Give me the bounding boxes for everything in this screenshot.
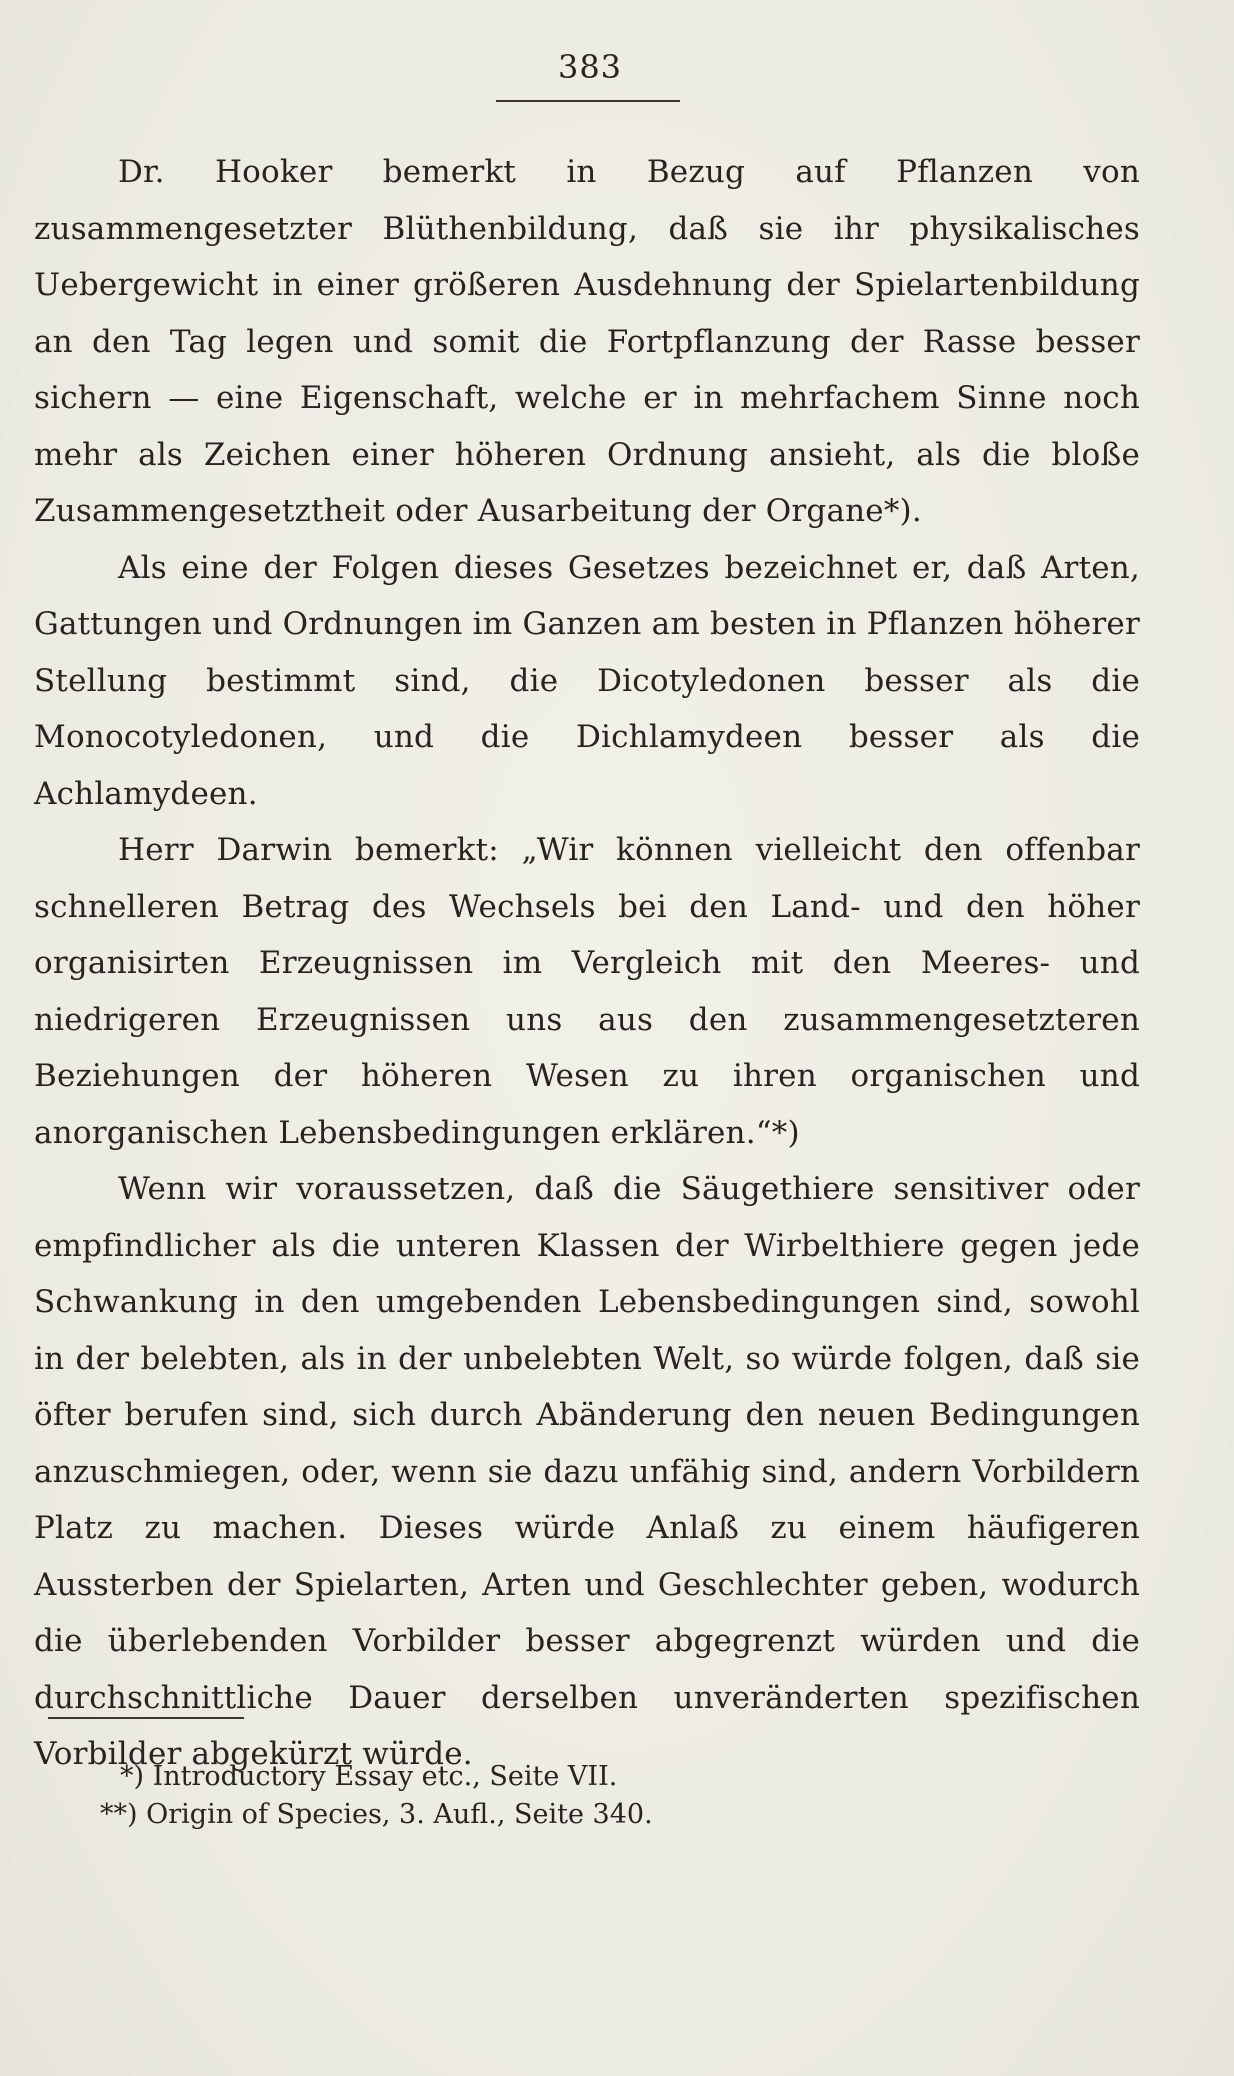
paragraph-saeugethiere: Wenn wir voraussetzen, daß die Säugethiere sensitiver oder empfindlicher als die unteren Klassen der Wirbelthiere gegen jede Schwankung in den umgebenden Lebensbedingungen sind, sowohl in der belebten, als in der unbelebten Welt, so würde folgen, daß sie öfter berufen sind, sich durch Abänderung den neuen Bedingungen anzuschmiegen, oder, wenn sie dazu unfähig sind, andern Vorbildern Platz zu machen. Dieses würde Anlaß zu einem häufigeren Aussterben der Spielarten, Arten und Geschlechter geben, wodurch die überlebenden Vorbilder besser abgegrenzt würden und die durchschnittliche Dauer derselben unveränderten spezifischen Vorbilder abgekürzt würde.: [34, 1171, 1140, 1772]
page-number-rule: [496, 100, 680, 102]
footnote-rule: [48, 1717, 244, 1719]
paragraph-folgen: Als eine der Folgen dieses Gesetzes bezeichnet er, daß Arten, Gattungen und Ordnungen im Ganzen am besten in Pflanzen höherer Stellung bestimmt sind, die Dicotyledonen besser als die Monocotyledonen, und die Dichlamydeen besser als die Achlamydeen.: [34, 549, 1140, 812]
footnotes: [100, 1758, 1100, 1834]
body-text: [34, 144, 1140, 1783]
footnote-2: **) Origin of Species, 3. Aufl., Seite 340.: [100, 1799, 653, 1830]
page-number: 383: [557, 48, 623, 86]
paragraph-darwin: Herr Darwin bemerkt: „Wir können vielleicht den offenbar schnelleren Betrag des Wechsels bei den Land- und den höher organisirten Erzeugnissen im Vergleich mit den Meeres- und niedrigeren Erzeugnissen uns aus den zusammengesetzteren Beziehungen der höheren Wesen zu ihren organischen und anorganischen Lebensbedingungen erklären.“*): [34, 832, 1140, 1151]
paragraph-hooker: Dr. Hooker bemerkt in Bezug auf Pflanzen von zusammengesetzter Blüthenbildung, daß sie ihr physikalisches Uebergewicht in einer größeren Ausdehnung der Spielartenbildung an den Tag legen und somit die Fortpflanzung der Rasse besser sichern — eine Eigenschaft, welche er in mehrfachem Sinne noch mehr als Zeichen einer höheren Ordnung ansieht, als die bloße Zusammengesetztheit oder Ausarbeitung der Organe*).: [34, 154, 1140, 529]
footnote-1: *) Introductory Essay etc., Seite VII.: [120, 1761, 618, 1792]
